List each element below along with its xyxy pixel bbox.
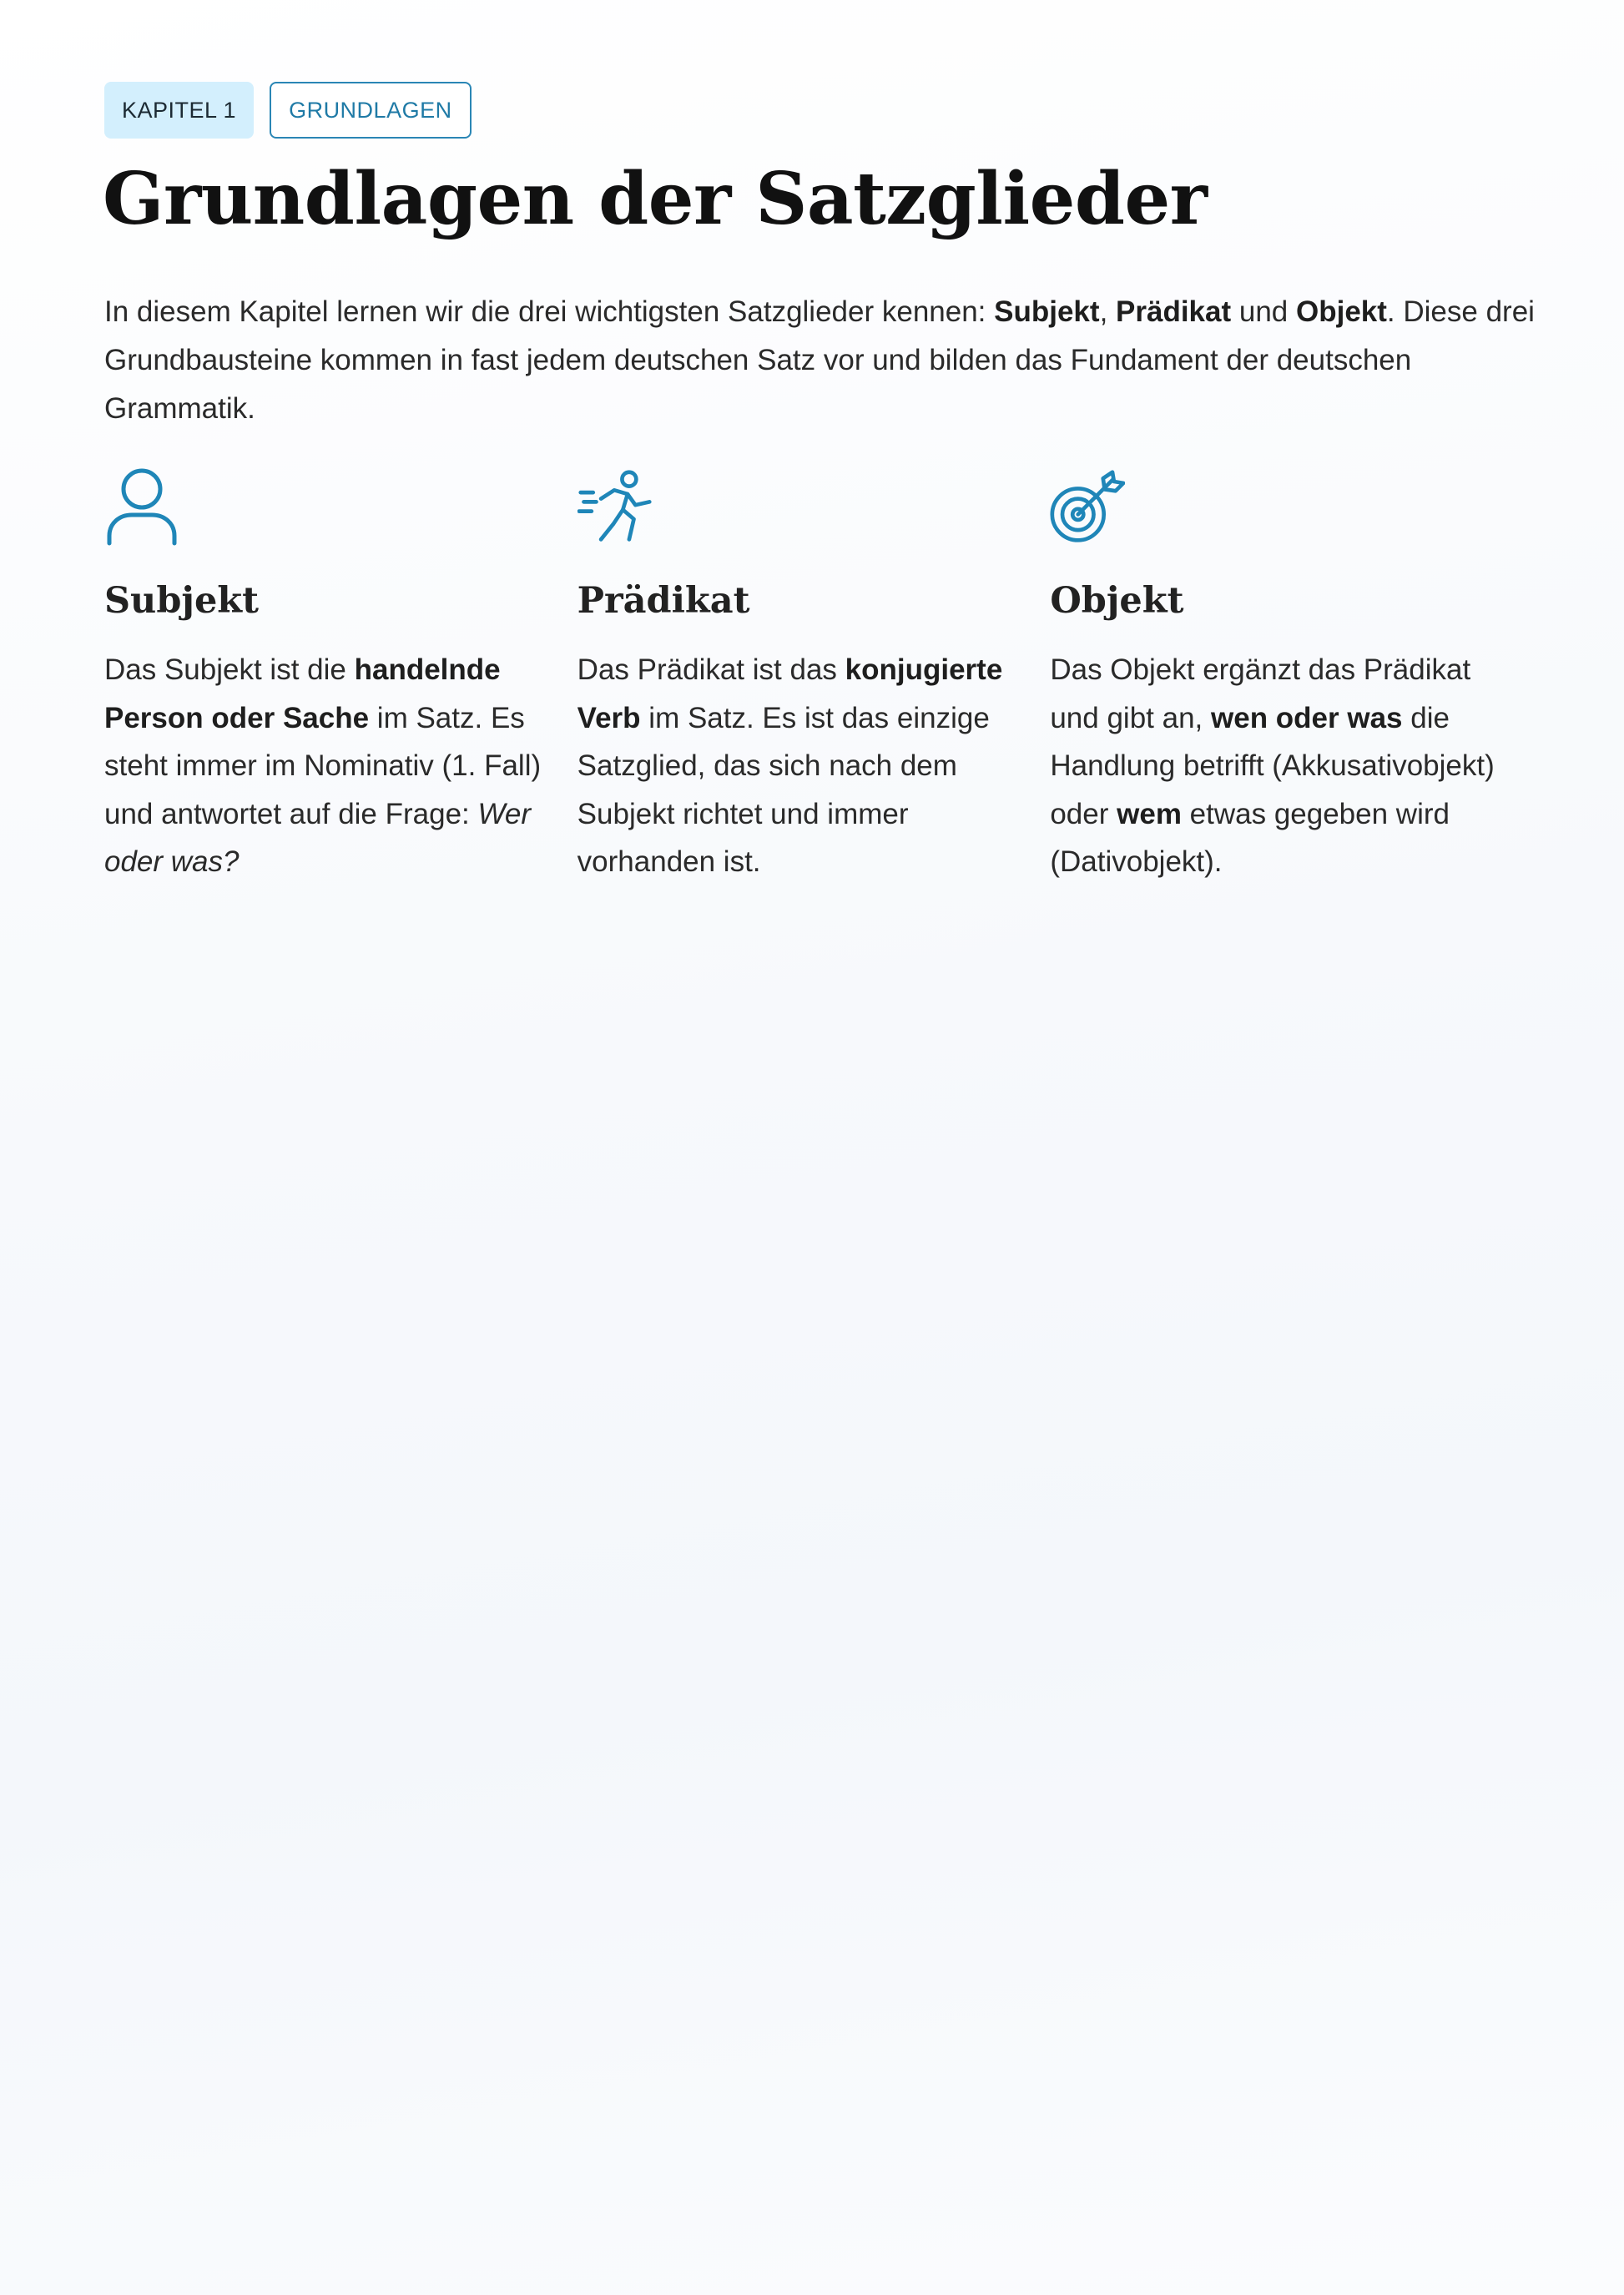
document-page [103, 82, 1535, 886]
topic-badge: GRUNDLAGEN [270, 82, 472, 139]
intro-text: und [1231, 295, 1296, 328]
concept-description [1050, 646, 1500, 886]
intro-paragraph [104, 288, 1540, 433]
description-emphasis: wem [1117, 797, 1182, 830]
concept-description [577, 646, 1028, 886]
concept-description [104, 646, 555, 886]
badge-row [104, 82, 1523, 139]
intro-text: , [1099, 295, 1117, 328]
description-text: Das Prädikat ist das [577, 653, 845, 687]
target-icon [1050, 467, 1125, 547]
description-text: Das Objekt ergänzt das Prädikat und gibt an, [1050, 653, 1471, 734]
description-emphasis: handelnde Person oder Sache [104, 653, 501, 734]
description-text: im Satz. Es ist das einzige Satzglied, das sich nach dem Subjekt richtet und immer vorhanden ist. [577, 701, 990, 879]
intro-text: . Diese drei Grundbausteine kommen in fast jedem deutschen Satz vor und bilden das Fundament der deutschen Grammatik. [104, 295, 1535, 425]
description-text: etwas gegeben wird (Dativobjekt). [1050, 797, 1450, 879]
description-question: Wer oder was? [104, 797, 532, 879]
page-title: Grundlagen der Satzglieder [103, 157, 1208, 241]
intro-term-objekt: Objekt [1296, 295, 1387, 328]
concept-title: Subjekt [104, 579, 259, 622]
intro-text: In diesem Kapitel lernen wir die drei wichtigsten Satzglieder kennen: [104, 295, 995, 328]
concept-praedikat [577, 467, 1051, 886]
description-text: im Satz. Es steht immer im Nominativ (1. Fall) und antwortet auf die Frage: [104, 701, 542, 830]
concept-subjekt [104, 467, 577, 886]
person-icon [104, 467, 179, 547]
running-person-icon [577, 467, 653, 547]
description-text: Das Subjekt ist die [104, 653, 355, 687]
intro-term-praedikat: Prädikat [1116, 295, 1232, 328]
description-emphasis: wen oder was [1211, 701, 1403, 734]
concept-columns [104, 467, 1523, 886]
concept-title: Objekt [1050, 579, 1184, 622]
description-text: die Handlung betrifft (Akkusativobjekt) oder [1050, 701, 1495, 830]
intro-term-subjekt: Subjekt [994, 295, 1100, 328]
concept-objekt [1050, 467, 1523, 886]
concept-title: Prädikat [577, 579, 750, 622]
chapter-badge: KAPITEL 1 [104, 82, 254, 139]
description-emphasis: konjugierte Verb [577, 653, 1003, 734]
